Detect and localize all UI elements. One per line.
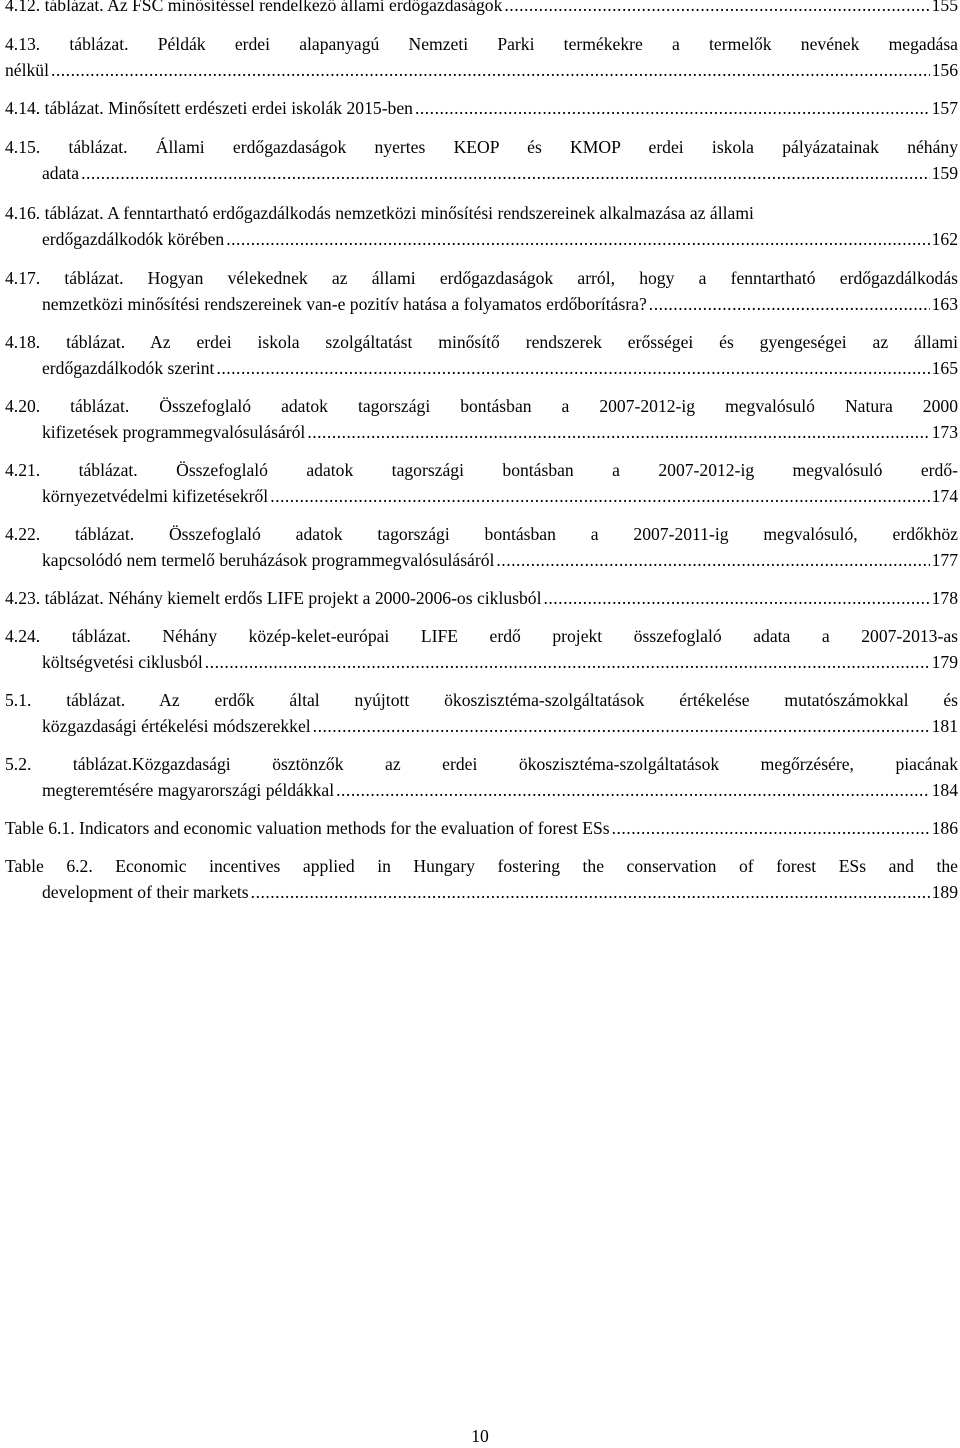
dot-leader — [313, 714, 930, 740]
toc-entry-title: 4.20. táblázat. Összefoglaló adatok tagországi bontásban a 2007-2012-ig megvalósuló Natura 2000 — [5, 396, 958, 416]
toc-entry-4-16[interactable] — [5, 201, 958, 252]
toc-entry-title: 4.16. táblázat. A fenntartható erdőgazdálkodás nemzetközi minősítési rendszereinek alkalmazása az állami — [5, 203, 754, 223]
dot-leader — [496, 548, 929, 574]
dot-leader — [251, 880, 930, 906]
dot-leader — [205, 650, 930, 676]
toc-entry-title-continued: nélkül — [5, 59, 49, 80]
toc-entry-4-15[interactable] — [5, 135, 958, 186]
toc-entry-page: 155 — [931, 0, 958, 15]
dot-leader — [504, 0, 929, 19]
toc-entry-page: 159 — [931, 162, 958, 183]
dot-leader — [216, 356, 929, 382]
toc-entry-title: 4.14. táblázat. Minősített erdészeti erdei iskolák 2015-ben — [5, 98, 413, 118]
toc-entry-page: 186 — [931, 818, 958, 838]
page-number: 10 — [471, 1426, 489, 1446]
toc-entry-title-continued: kapcsolódó nem termelő beruházások programmegvalósulásáról — [42, 549, 495, 570]
toc-entry-4-17[interactable] — [5, 266, 958, 317]
dot-leader — [649, 292, 930, 318]
toc-entry-4-23[interactable] — [5, 586, 958, 612]
toc-entry-page: 181 — [931, 715, 958, 736]
toc-entry-title-continued: környezetvédelmi kifizetésekről — [42, 485, 269, 506]
dot-leader — [270, 484, 929, 510]
toc-entry-page: 165 — [931, 357, 958, 378]
toc-entry-4-21[interactable] — [5, 458, 958, 509]
toc-entry-4-13[interactable] — [5, 32, 958, 83]
dot-leader — [336, 778, 929, 804]
toc-entry-page: 156 — [931, 59, 958, 80]
toc-entry-title: 4.17. táblázat. Hogyan vélekednek az állami erdőgazdaságok arról, hogy a fenntartható erdőgazdálkodás — [5, 268, 958, 288]
toc-entry-4-14[interactable] — [5, 96, 958, 122]
toc-entry-title-continued: költségvetési ciklusból — [42, 651, 203, 672]
dot-leader — [543, 586, 929, 612]
toc-entry-title-continued: erdőgazdálkodók szerint — [42, 357, 215, 378]
dot-leader — [307, 420, 929, 446]
toc-entry-page: 179 — [931, 651, 958, 672]
toc-entry-page: 184 — [931, 779, 958, 800]
dot-leader — [51, 58, 930, 84]
toc-entry-title-continued: kifizetések programmegvalósulásáról — [42, 421, 306, 442]
toc-entry-title: 4.15. táblázat. Állami erdőgazdaságok nyertes KEOP és KMOP erdei iskola pályázatainak néhány — [5, 137, 958, 157]
toc-entry-title: Table 6.1. Indicators and economic valuation methods for the evaluation of forest ESs — [5, 818, 610, 838]
toc-entry-title-continued: erdőgazdálkodók körében — [42, 228, 225, 249]
toc-entry-page: 162 — [931, 228, 958, 249]
toc-entry-title-continued: development of their markets — [42, 881, 249, 902]
toc-entry-page: 173 — [931, 421, 958, 442]
toc-entry-title: 4.21. táblázat. Összefoglaló adatok tagországi bontásban a 2007-2012-ig megvalósuló erdő- — [5, 460, 958, 480]
toc-entry-4-20[interactable] — [5, 394, 958, 445]
toc-entry-page: 163 — [931, 293, 958, 314]
toc-entry-title-continued: megteremtésére magyarországi példákkal — [42, 779, 335, 800]
toc-entry-page: 174 — [931, 485, 958, 506]
toc-entry-title-continued: nemzetközi minősítési rendszereinek van-e pozitív hatása a folyamatos erdőborításra? — [42, 293, 647, 314]
toc-entry-title-continued: adata — [42, 162, 80, 183]
toc-entry-title: 4.23. táblázat. Néhány kiemelt erdős LIFE projekt a 2000-2006-os ciklusból — [5, 588, 542, 608]
toc-entry-title: 5.2. táblázat.Közgazdasági ösztönzők az erdei ökoszisztéma-szolgáltatások megőrzésére, piacának — [5, 754, 958, 774]
dot-leader — [81, 161, 929, 187]
toc-entry-title-continued: közgazdasági értékelési módszerekkel — [42, 715, 311, 736]
dot-leader — [415, 96, 930, 122]
toc-entry-4-18[interactable] — [5, 330, 958, 381]
toc-entry-4-24[interactable] — [5, 624, 958, 675]
toc-entry-page: 157 — [931, 98, 958, 118]
toc-entry-title: 4.12. táblázat. Az FSC minősítéssel rendelkező állami erdőgazdaságok — [5, 0, 503, 15]
toc-entry-page: 189 — [931, 881, 958, 902]
toc-entry-title: 4.13. táblázat. Példák erdei alapanyagú Nemzeti Parki termékekre a termelők nevének megadása — [5, 34, 958, 54]
dot-leader — [612, 816, 930, 842]
toc-entry-title: 5.1. táblázat. Az erdők által nyújtott ökoszisztéma-szolgáltatások értékelése mutatószámokkal és — [5, 690, 958, 710]
toc-entry-page: 177 — [931, 549, 958, 570]
toc-entry-4-12[interactable] — [5, 0, 958, 19]
toc-entry-6-1[interactable] — [5, 816, 958, 842]
toc-entry-title: 4.24. táblázat. Néhány közép-kelet-európai LIFE erdő projekt összefoglaló adata a 2007-2013-as — [5, 626, 958, 646]
toc-entry-title: 4.18. táblázat. Az erdei iskola szolgáltatást minősítő rendszerek erősségei és gyengeségei az állami — [5, 332, 958, 352]
toc-entry-page: 178 — [931, 588, 958, 608]
toc-entry-5-1[interactable] — [5, 688, 958, 739]
toc-entry-6-2[interactable] — [5, 854, 958, 905]
toc-entry-title: 4.22. táblázat. Összefoglaló adatok tagországi bontásban a 2007-2011-ig megvalósuló, erdőkhöz — [5, 524, 958, 544]
toc-entry-4-22[interactable] — [5, 522, 958, 573]
toc-entry-5-2[interactable] — [5, 752, 958, 803]
toc-entry-title: Table 6.2. Economic incentives applied in Hungary fostering the conservation of forest ESs and the — [5, 856, 958, 876]
dot-leader — [226, 227, 929, 253]
